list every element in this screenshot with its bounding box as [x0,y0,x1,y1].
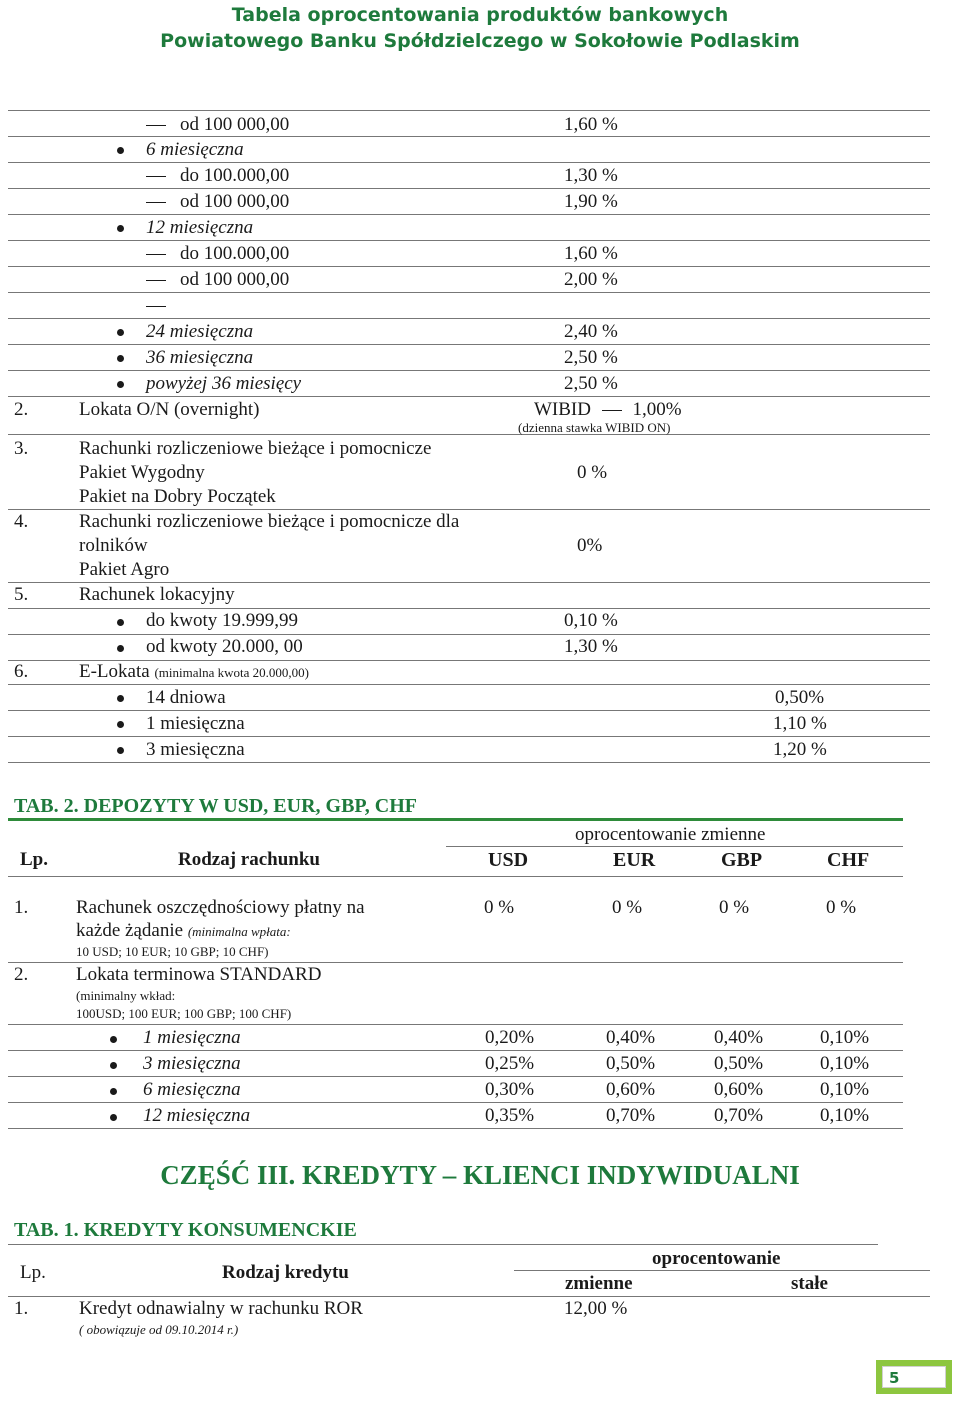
term-label: 1 miesięczna [146,713,245,734]
header-line1: Tabela oprocentowania produktów bankowych [231,4,729,26]
rate-eur: 0 % [612,897,643,918]
table-title: TAB. 2. DEPOZYTY W USD, EUR, GBP, CHF [14,795,418,817]
item-label: Rachunek oszczędnościowy płatny na [76,897,365,918]
row-divider [8,1102,903,1103]
term-label: 1 miesięczna [143,1027,241,1048]
row-divider [8,634,930,635]
group-header: oprocentowanie [652,1248,781,1269]
row-divider [8,370,930,371]
row-divider [8,1296,930,1297]
item-note: (minimalny wkład: [76,988,176,1003]
item-number: 5. [14,584,29,605]
item-number: 2. [14,964,29,985]
row-divider [8,434,930,435]
item-label: Rachunek lokacyjny [79,584,235,605]
rate-chf: 0,10% [820,1027,870,1048]
row-divider [8,509,930,510]
rate-chf: 0,10% [820,1079,870,1100]
rate-usd: 0,20% [485,1027,535,1048]
row-divider [8,396,930,397]
item-label: Kredyt odnawialny w rachunku ROR [79,1298,363,1319]
rate-value: 2,40 % [564,321,618,342]
col-header-lp: Lp. [20,1262,46,1283]
row-divider [8,876,903,877]
list-item: od 100 000,00 [146,191,289,213]
rate-usd: 0,30% [485,1079,535,1100]
item-label: Rachunki rozliczeniowe bieżące i pomocnicze dla [79,511,460,532]
dash-icon [602,410,622,411]
rate-value: 1,60 % [564,114,618,135]
rate-usd: 0,25% [485,1053,535,1074]
item-note: 100USD; 100 EUR; 100 GBP; 100 CHF) [76,1006,292,1021]
rate-value: 1,30 % [564,165,618,186]
rate-value: 2,50 % [564,347,618,368]
rate-eur: 0,50% [606,1053,656,1074]
bullet-icon [117,747,124,754]
row-divider [8,710,930,711]
row-divider [8,188,930,189]
term-label: 3 miesięczna [143,1053,241,1074]
bullet-icon [110,1062,117,1069]
rate-eur: 0,70% [606,1105,656,1126]
item-number: 3. [14,438,29,459]
bullet-icon [117,645,124,652]
term-label: powyżej 36 miesięcy [146,373,302,394]
row-divider [8,1076,903,1077]
term-label: od kwoty 20.000, 00 [146,636,303,657]
rate-value: 2,00 % [564,269,618,290]
item-note: ( obowiązuje od 09.10.2014 r.) [79,1322,239,1337]
group-header: oprocentowanie zmienne [575,824,766,845]
item-label: Pakiet Wygodny [79,462,205,483]
col-header-fixed: stałe [791,1273,828,1294]
rate-chf: 0 % [826,897,857,918]
item-number: 1. [14,1298,29,1319]
col-header-type: Rodzaj kredytu [222,1262,349,1283]
rate-value: 1,20 % [773,739,827,760]
item-label: E-Lokata (minimalna kwota 20.000,00) [79,661,309,682]
list-item: do 100.000,00 [146,243,289,265]
term-label: 12 miesięczna [143,1105,251,1126]
item-label: każde żądanie (minimalna wpłata: [76,920,291,941]
rate-value: 1,90 % [564,191,618,212]
term-label: 12 miesięczna [146,217,254,238]
term-label: 24 miesięczna [146,321,254,342]
col-header-lp: Lp. [20,849,48,870]
rate-value: WIBID 1,00% [534,399,682,420]
row-divider [8,214,930,215]
item-label: Lokata O/N (overnight) [79,399,260,420]
rate-value: 1,10 % [773,713,827,734]
row-divider [8,240,930,241]
rate-value: 0,10 % [564,610,618,631]
rate-gbp: 0,60% [714,1079,764,1100]
col-header-variable: zmienne [565,1273,633,1294]
col-header-type: Rodzaj rachunku [178,849,320,870]
rate-value: 1,30 % [564,636,618,657]
rate-eur: 0,40% [606,1027,656,1048]
header-line2: Powiatowego Banku Spółdzielczego w Sokołowie Podlaskim [160,30,800,52]
bullet-icon [117,721,124,728]
row-divider [8,344,930,345]
bullet-icon [117,381,124,388]
bullet-icon [110,1088,117,1095]
row-divider [8,582,930,583]
item-number: 1. [14,897,29,918]
row-divider [8,136,930,137]
col-header-chf: CHF [827,849,870,871]
item-number: 4. [14,511,29,532]
bullet-icon [117,147,124,154]
row-divider [8,266,930,267]
row-divider [8,684,930,685]
dash-icon [146,306,166,307]
title-underline [8,818,903,821]
rate-value: 1,60 % [564,243,618,264]
bullet-icon [110,1114,117,1121]
dash-icon [146,202,166,203]
row-divider [8,1244,878,1245]
term-label: 6 miesięczna [143,1079,241,1100]
rate-eur: 0,60% [606,1079,656,1100]
page-number: 5 [882,1366,946,1388]
bullet-icon [117,225,124,232]
row-divider [8,1128,903,1129]
list-item [146,295,166,317]
rate-usd: 0,35% [485,1105,535,1126]
rate-gbp: 0 % [719,897,750,918]
term-label: do kwoty 19.999,99 [146,610,298,631]
bullet-icon [117,355,124,362]
bullet-icon [117,329,124,336]
table-title: TAB. 1. KREDYTY KONSUMENCKIE [14,1219,357,1241]
item-number: 2. [14,399,29,420]
dash-icon [146,176,166,177]
rate-note: (dzienna stawka WIBID ON) [518,420,671,435]
item-label: rolników [79,535,148,556]
dash-icon [146,125,166,126]
rate-gbp: 0,70% [714,1105,764,1126]
rate-gbp: 0,50% [714,1053,764,1074]
term-label: 6 miesięczna [146,139,244,160]
rate-value: 0,50% [775,687,825,708]
item-label: Pakiet na Dobry Początek [79,486,276,507]
rate-chf: 0,10% [820,1053,870,1074]
rate-usd: 0 % [484,897,515,918]
dash-icon [146,254,166,255]
row-divider [8,110,930,111]
row-divider [8,162,930,163]
bullet-icon [110,1036,117,1043]
term-label: 36 miesięczna [146,347,254,368]
bullet-icon [117,695,124,702]
row-divider [8,962,903,963]
section-title: CZĘŚĆ III. KREDYTY – KLIENCI INDYWIDUALNI [160,1160,800,1190]
row-divider [514,1270,930,1271]
rate-gbp: 0,40% [714,1027,764,1048]
item-label: Pakiet Agro [79,559,170,580]
rate-value: 0 % [577,462,608,483]
row-divider [8,318,930,319]
row-divider [8,736,930,737]
rate-value: 12,00 % [564,1298,628,1319]
row-divider [8,762,930,763]
row-divider [8,292,930,293]
term-label: 3 miesięczna [146,739,245,760]
bullet-icon [117,619,124,626]
row-divider [8,608,930,609]
list-item: do 100.000,00 [146,165,289,187]
row-divider [8,1024,903,1025]
rate-chf: 0,10% [820,1105,870,1126]
item-label: Rachunki rozliczeniowe bieżące i pomocnicze [79,438,432,459]
col-header-gbp: GBP [721,849,763,871]
dash-icon [146,280,166,281]
list-item: od 100 000,00 [146,269,289,291]
rate-value: 0% [577,535,603,556]
item-number: 6. [14,661,29,682]
row-divider [446,846,903,847]
item-note: 10 USD; 10 EUR; 10 GBP; 10 CHF) [76,944,269,959]
list-item: od 100 000,00 [146,114,289,136]
term-label: 14 dniowa [146,687,226,708]
rate-value: 2,50 % [564,373,618,394]
col-header-eur: EUR [613,849,656,871]
row-divider [8,1050,903,1051]
item-label: Lokata terminowa STANDARD [76,964,322,985]
col-header-usd: USD [488,849,529,871]
page-number-badge [876,1360,952,1394]
